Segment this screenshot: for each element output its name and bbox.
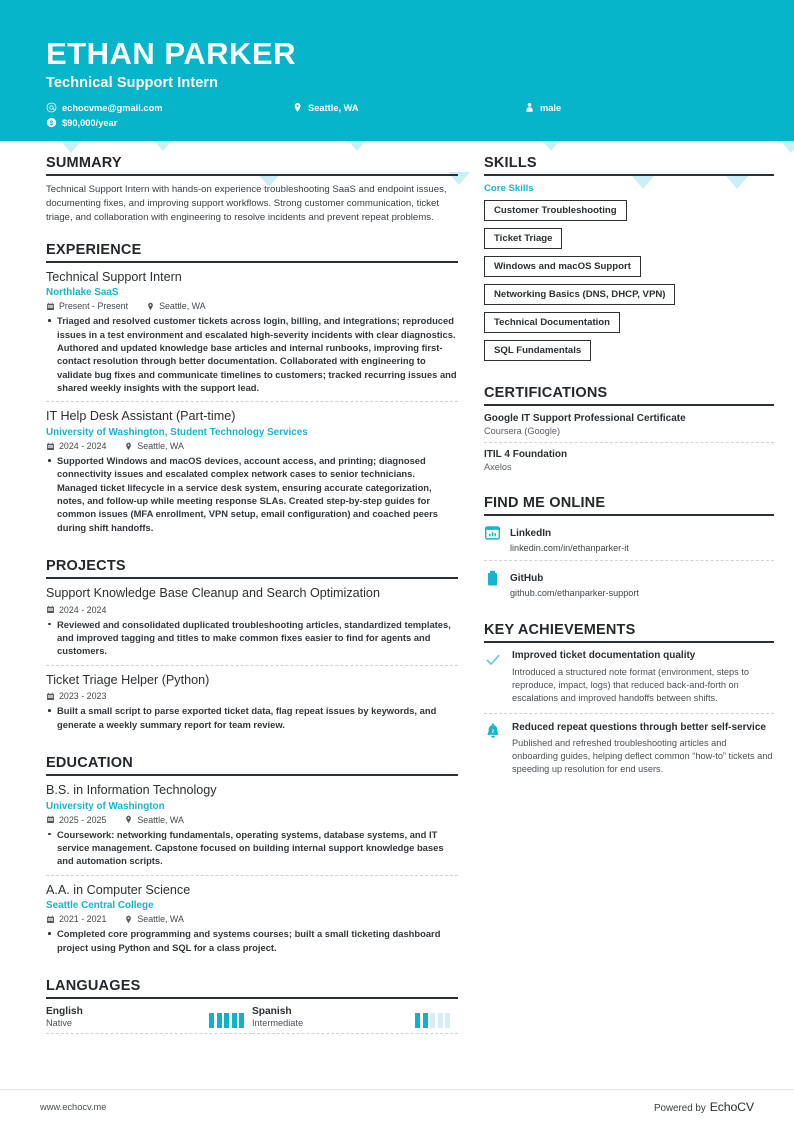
entry-bullets	[46, 927, 458, 954]
section-divider	[46, 174, 458, 176]
achievement-description: Published and refreshed troubleshooting articles and onboarding guides, helping deflect common “how-to” tickets and speeding up resolution for end users.	[512, 738, 773, 775]
entry-location	[124, 914, 184, 924]
certification-list	[484, 413, 774, 478]
calendar-icon	[46, 442, 55, 451]
svg-text:$: $	[49, 120, 54, 128]
language-list	[46, 1006, 458, 1034]
language-rating-bar	[224, 1013, 229, 1028]
footer-brand-name: EchoCV	[709, 1099, 754, 1114]
location-pin-icon	[124, 442, 133, 451]
language-rating-bar	[232, 1013, 237, 1028]
entry-title: Ticket Triage Helper (Python)	[46, 672, 210, 687]
section-summary	[46, 155, 458, 225]
footer-site-url[interactable]: www.echocv.me	[40, 1101, 107, 1112]
entry-bullet: Supported Windows and macOS devices, account access, and printing; diagnosed connectivity issues and escalated complex network cases to senior technicians. Managed ticket lifecycle in a service desk system, ensuring accurate categorization, notes, and follow-up while meeting response SLAs. Created step-by-step guides for common issues (MFA enrollment, VPN setup, email configuration) and coached peers during shift handoffs.	[46, 454, 458, 534]
right-column	[484, 155, 774, 1051]
language-rating-bar	[209, 1013, 214, 1028]
resume-entry	[46, 270, 458, 402]
online-link-url[interactable]: github.com/ethanparker-support	[510, 588, 639, 598]
skill-chip[interactable]: SQL Fundamentals	[484, 340, 591, 361]
footer-powered-by-label: Powered by	[653, 1102, 706, 1114]
page-title: ETHAN PARKER	[46, 36, 296, 71]
contact-location-text: Seattle, WA	[308, 102, 359, 113]
online-link-name: LinkedIn	[510, 528, 552, 539]
achievement-item	[484, 650, 774, 713]
achievement-title: Improved ticket documentation quality	[512, 650, 696, 661]
resume-entry	[46, 875, 458, 961]
location-icon	[292, 102, 303, 113]
language-rating-bar	[445, 1013, 450, 1028]
section-certifications	[484, 385, 774, 478]
entry-dates-text: 2021 - 2021	[59, 914, 107, 925]
entry-location-text: Seattle, WA	[137, 441, 184, 451]
entry-bullet: Reviewed and consolidated duplicated troubleshooting articles, standardized templates, and improved tagging and titles to make common fixes easier to find for agents and customers.	[46, 618, 458, 658]
entry-dates	[46, 605, 106, 615]
language-text	[252, 1006, 303, 1028]
language-text	[46, 1006, 83, 1028]
section-title: EDUCATION	[46, 755, 133, 771]
online-link-item[interactable]	[484, 560, 774, 605]
section-divider	[484, 514, 774, 516]
section-divider	[46, 577, 458, 579]
calendar-icon	[46, 692, 55, 701]
language-rating	[415, 1013, 450, 1028]
entry-dates	[46, 301, 128, 311]
language-rating	[209, 1013, 244, 1028]
achievement-list	[484, 650, 774, 784]
header-job-title: Technical Support Intern	[46, 75, 219, 92]
section-links	[484, 495, 774, 605]
language-rating-bar	[415, 1013, 420, 1028]
language-rating-bar	[430, 1013, 435, 1028]
resume-entry	[46, 586, 458, 665]
resume-body	[0, 141, 794, 1051]
certification-issuer: Axelos	[484, 462, 512, 472]
entry-meta	[46, 691, 458, 701]
entry-dates-text: 2023 - 2023	[59, 691, 107, 702]
contact-salary-text: $90,000/year	[62, 117, 118, 128]
location-pin-icon	[124, 815, 133, 824]
email-icon	[46, 102, 57, 113]
summary-text: Technical Support Intern with hands-on experience troubleshooting SaaS and endpoint issues, documenting fixes, and improving support workflows. Strong customer communication, ticket triage, and collaboration with engineering to resolve incidents and prevent repeat problems.	[46, 184, 447, 223]
section-divider	[46, 261, 458, 263]
left-column	[46, 155, 458, 1051]
entry-location-text: Seattle, WA	[159, 301, 206, 312]
calendar-icon	[46, 815, 55, 824]
contact-gender	[524, 102, 748, 113]
section-title: EXPERIENCE	[46, 241, 142, 258]
entry-location	[124, 441, 184, 451]
section-divider	[484, 174, 774, 176]
entry-bullets	[46, 618, 458, 658]
calendar-icon	[46, 915, 55, 924]
entry-bullets	[46, 828, 458, 868]
entry-dates-text: 2024 - 2024	[59, 604, 107, 615]
section-title: LANGUAGES	[46, 977, 141, 994]
achievement-item	[484, 713, 774, 785]
salary-icon	[46, 117, 57, 128]
section-divider	[484, 641, 774, 643]
contact-email-text: echocvme@gmail.com	[62, 102, 163, 113]
section-skills	[484, 155, 774, 368]
location-pin-icon	[146, 302, 155, 311]
entry-bullet: Triaged and resolved customer tickets across login, billing, and integrations; reproduced issues in a test environment and escalated high-severity incidents with clear diagnostics. Authored and updated knowledge base articles and internal runbooks, improving first-contact resolution through better documentation. Collaborated with engineering to validate bug fixes and communicate timelines to customers; tracked recurring issues and shared weekly insights with the support lead.	[46, 314, 458, 394]
section-divider	[484, 404, 774, 406]
entry-meta	[46, 301, 458, 311]
section-experience	[46, 242, 458, 541]
section-title: CERTIFICATIONS	[484, 385, 608, 401]
skill-chip-list	[484, 200, 774, 368]
contact-grid	[46, 102, 748, 128]
location-pin-icon	[124, 915, 133, 924]
language-item	[252, 1006, 458, 1034]
skill-chip[interactable]: Technical Documentation	[484, 312, 620, 333]
entry-title: IT Help Desk Assistant (Part-time)	[46, 409, 236, 424]
entry-location-text: Seattle, WA	[137, 914, 184, 925]
footer-branding	[654, 1100, 754, 1114]
skill-chip[interactable]: Networking Basics (DNS, DHCP, VPN)	[484, 284, 675, 305]
entry-location	[124, 815, 184, 825]
entry-organization: University of Washington, Student Technology Services	[46, 427, 308, 438]
entry-dates	[46, 441, 106, 451]
language-level: Native	[46, 1017, 73, 1028]
certification-item	[484, 442, 774, 478]
online-link-text	[510, 568, 639, 598]
achievement-body	[512, 722, 774, 777]
entry-bullets	[46, 704, 458, 731]
language-level: Intermediate	[252, 1017, 304, 1028]
entry-bullets	[46, 454, 458, 534]
resume-entry	[46, 783, 458, 875]
certification-issuer: Coursera (Google)	[484, 426, 561, 436]
entry-meta	[46, 914, 458, 924]
online-link-item[interactable]	[484, 523, 774, 560]
section-languages	[46, 978, 458, 1034]
language-rating-bar	[217, 1013, 222, 1028]
language-item	[46, 1006, 252, 1034]
entry-dates	[46, 815, 106, 825]
achievement-title: Reduced repeat questions through better self-service	[512, 721, 766, 733]
entry-meta	[46, 815, 458, 825]
skill-row	[484, 228, 774, 256]
page-footer	[0, 1089, 794, 1123]
bell-icon	[484, 723, 502, 741]
entry-meta	[46, 441, 458, 451]
skill-row	[484, 284, 774, 312]
section-divider	[46, 774, 458, 776]
link-list	[484, 523, 774, 605]
section-title: KEY ACHIEVEMENTS	[484, 622, 636, 638]
language-rating-bar	[438, 1013, 443, 1028]
skill-row	[484, 312, 774, 340]
svg-text:z: z	[491, 728, 495, 735]
entry-dates-text: 2025 - 2025	[59, 814, 107, 825]
language-rating-bar	[239, 1013, 244, 1028]
entry-organization: Seattle Central College	[46, 900, 154, 912]
online-link-url[interactable]: linkedin.com/in/ethanparker-it	[510, 543, 629, 553]
contact-email[interactable]	[46, 102, 292, 113]
linkedin-icon	[484, 523, 501, 542]
entry-title: Support Knowledge Base Cleanup and Search Optimization	[46, 586, 380, 601]
entry-bullet: Built a small script to parse exported ticket data, flag repeat issues by keywords, and generate a weekly summary report for team review.	[46, 704, 458, 731]
entry-dates	[46, 691, 106, 701]
skill-chip[interactable]: Ticket Triage	[484, 228, 562, 249]
skill-chip[interactable]: Customer Troubleshooting	[484, 200, 627, 221]
section-title: SKILLS	[484, 155, 537, 171]
achievement-description: Introduced a structured note format (environment, steps to reproduce, impact, logs) that reduced back-and-forth on escalations and improved handoffs between shifts.	[512, 666, 749, 703]
certification-item	[484, 413, 774, 442]
project-entries	[46, 586, 458, 738]
check-icon	[484, 651, 502, 669]
skill-row	[484, 340, 774, 368]
skills-group-label: Core Skills	[484, 183, 534, 194]
calendar-icon	[46, 302, 55, 311]
contact-location	[292, 102, 524, 113]
section-title: FIND ME ONLINE	[484, 495, 606, 511]
person-icon	[524, 102, 535, 113]
contact-salary	[46, 117, 292, 128]
entry-bullets	[46, 314, 458, 394]
entry-dates-text: Present - Present	[59, 301, 129, 312]
online-link-name: GitHub	[510, 573, 544, 584]
resume-entry	[46, 401, 458, 541]
online-link-text	[510, 523, 629, 553]
contact-gender-text: male	[540, 102, 562, 113]
entry-organization: University of Washington	[46, 800, 165, 812]
skill-row	[484, 256, 774, 284]
experience-entries	[46, 270, 458, 541]
language-name: Spanish	[252, 1005, 292, 1017]
section-title: PROJECTS	[46, 558, 126, 575]
entry-bullet: Completed core programming and systems courses; built a small ticketing dashboard project using Python and SQL for a class project.	[46, 927, 458, 954]
resume-entry	[46, 665, 458, 738]
language-rating-bar	[423, 1013, 428, 1028]
github-icon	[484, 568, 501, 587]
section-title: SUMMARY	[46, 155, 122, 171]
entry-title: A.A. in Computer Science	[46, 882, 191, 897]
certification-name: Google IT Support Professional Certificate	[484, 413, 686, 424]
section-projects	[46, 558, 458, 738]
calendar-icon	[46, 605, 55, 614]
section-divider	[46, 997, 458, 999]
entry-dates	[46, 914, 106, 924]
entry-organization: Northlake SaaS	[46, 287, 119, 299]
entry-location-text: Seattle, WA	[137, 814, 184, 825]
section-achievements	[484, 622, 774, 784]
certification-name: ITIL 4 Foundation	[484, 449, 568, 460]
language-name: English	[46, 1005, 83, 1017]
skill-chip[interactable]: Windows and macOS Support	[484, 256, 641, 277]
section-education	[46, 755, 458, 961]
skill-row	[484, 200, 774, 228]
entry-title: Technical Support Intern	[46, 269, 182, 284]
entry-bullet: Coursework: networking fundamentals, operating systems, database systems, and IT service management. Capstone focused on building internal support knowledge bases and automation scripts.	[46, 828, 458, 868]
education-entries	[46, 783, 458, 961]
achievement-body	[512, 650, 774, 705]
entry-meta	[46, 605, 458, 615]
resume-header	[0, 0, 794, 141]
entry-dates-text: 2024 - 2024	[59, 441, 107, 451]
entry-location	[146, 301, 206, 311]
entry-title: B.S. in Information Technology	[46, 783, 217, 797]
